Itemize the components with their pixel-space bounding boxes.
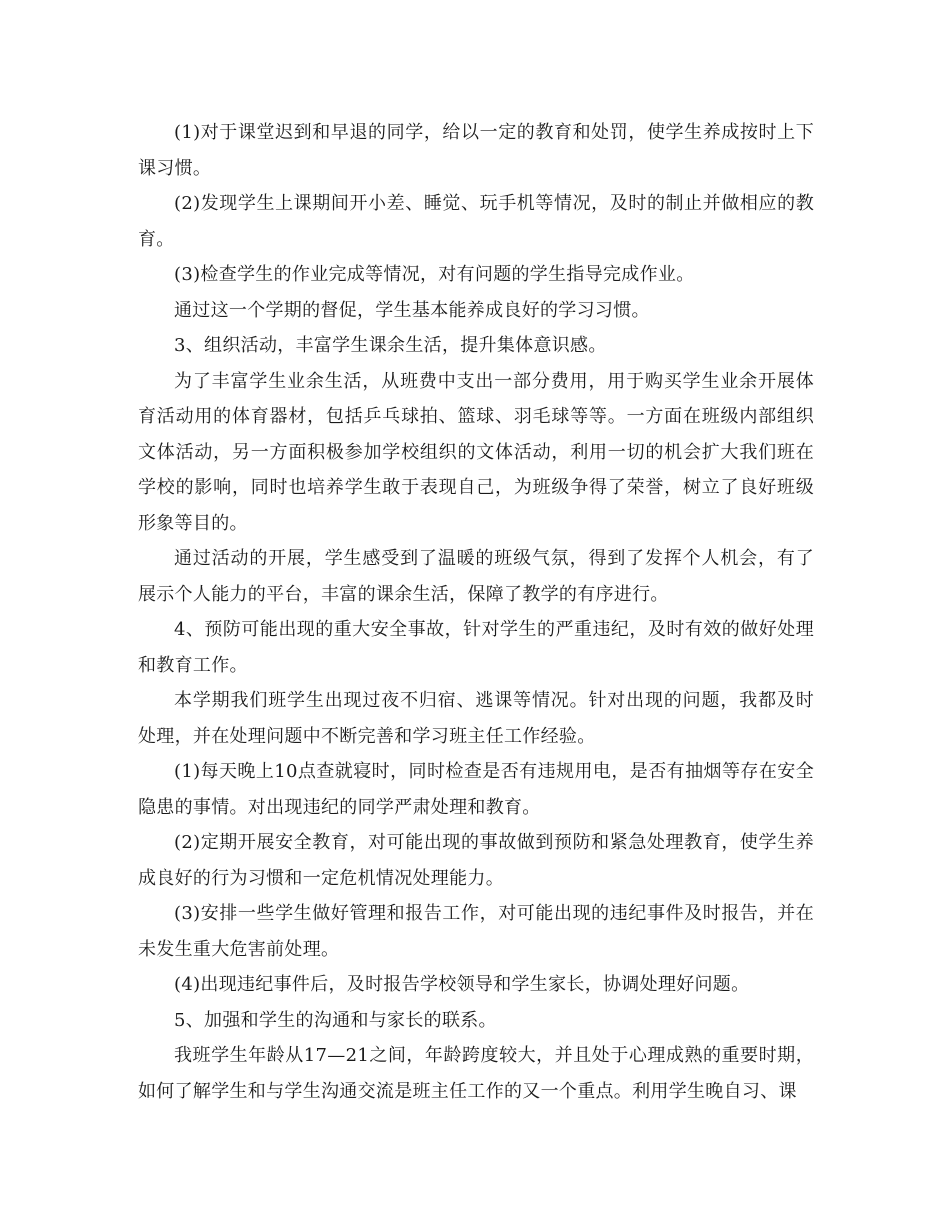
paragraph-class-discipline: (2)发现学生上课期间开小差、睡觉、玩手机等情况，及时的制止并做相应的教育。 <box>138 193 814 250</box>
section-heading-communication: 5、加强和学生的沟通和与家长的联系。 <box>174 1009 497 1031</box>
paragraph-activities-result: 通过活动的开展，学生感受到了温暖的班级气氛，得到了发挥个人机会，有了展示个人能力的平台，丰富的课余生活，保障了教学的有序进行。 <box>138 548 814 605</box>
paragraph-punctuality: (1)对于课堂迟到和早退的同学，给以一定的教育和处罚，使学生养成按时上下课习惯。 <box>138 122 814 179</box>
paragraph-safety-education: (2)定期开展安全教育，对可能出现的事故做到预防和紧急处理教育，使学生养成良好的行为习惯和一定危机情况处理能力。 <box>138 832 814 889</box>
section-heading-safety: 4、预防可能出现的重大安全事故，针对学生的严重违纪，及时有效的做好处理和教育工作。 <box>138 619 814 676</box>
paragraph-study-habits: 通过这一个学期的督促，学生基本能养成良好的学习习惯。 <box>174 299 650 321</box>
paragraph-safety-dorm-check: (1)每天晚上10点查就寝时，同时检查是否有违规用电，是否有抽烟等存在安全隐患的事情。对出现违纪的同学严肃处理和教育。 <box>138 761 814 818</box>
paragraph-activities-detail: 为了丰富学生业余生活，从班费中支出一部分费用，用于购买学生业余开展体育活动用的体育器材，包括乒乓球拍、篮球、羽毛球等等。一方面在班级内部组织文体活动，另一方面积极参加学校组织的文体活动，利用一切的机会扩大我们班在学校的影响，同时也培养学生敢于表现自己，为班级争得了荣誉，树立了良好班级形象等目的。 <box>138 370 814 534</box>
section-heading-activities: 3、组织活动，丰富学生课余生活，提升集体意识感。 <box>174 335 607 356</box>
paragraph-communication-detail: 我班学生年龄从17—21之间，年龄跨度较大，并且处于心理成熟的重要时期，如何了解学生和与学生沟通交流是班主任工作的又一个重点。利用学生晚自习、课 <box>138 1045 814 1102</box>
paragraph-safety-reporting: (3)安排一些学生做好管理和报告工作，对可能出现的违纪事件及时报告，并在未发生重大危害前处理。 <box>138 903 814 960</box>
paragraph-safety-intro: 本学期我们班学生出现过夜不归宿、逃课等情况。针对出现的问题，我都及时处理，并在处理问题中不断完善和学习班主任工作经验。 <box>138 690 814 747</box>
document-body <box>138 115 814 1109</box>
paragraph-homework-check: (3)检查学生的作业完成等情况，对有问题的学生指导完成作业。 <box>174 264 695 285</box>
paragraph-safety-followup: (4)出现违纪事件后，及时报告学校领导和学生家长，协调处理好问题。 <box>174 974 750 995</box>
